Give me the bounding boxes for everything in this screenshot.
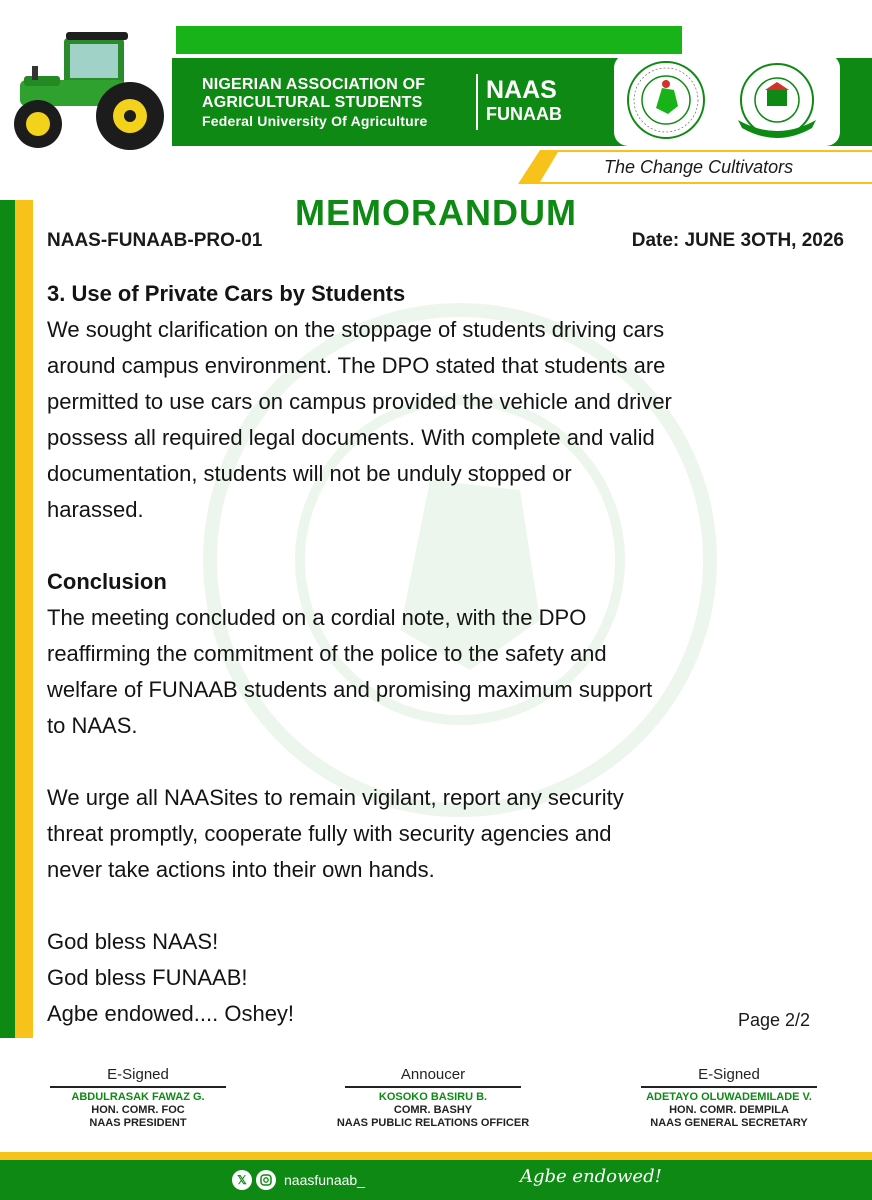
organization-name xyxy=(202,76,427,130)
memo-date: Date: JUNE 3OTH, 2026 xyxy=(631,230,844,251)
body-line: permitted to use cars on campus provided the vehicle and driver xyxy=(47,389,672,414)
body-line: welfare of FUNAAB students and promising maximum support xyxy=(47,677,653,702)
header-top-stripe xyxy=(176,26,682,54)
naas-logo xyxy=(626,60,706,140)
signature-line xyxy=(641,1086,817,1088)
memo-reference: NAAS-FUNAAB-PRO-01 xyxy=(47,230,263,251)
acronym-line-2: FUNAAB xyxy=(486,104,562,124)
signature-line xyxy=(345,1086,521,1088)
memo-title: MEMORANDUM xyxy=(295,192,577,233)
naas-acronym xyxy=(486,78,562,126)
instagram-icon[interactable] xyxy=(256,1170,276,1190)
signature-president xyxy=(48,1066,228,1130)
org-name-line-1: NIGERIAN ASSOCIATION OF xyxy=(202,76,426,93)
signatory-title: HON. COMR. DEMPILA xyxy=(669,1104,789,1116)
body-line: We sought clarification on the stoppage of students driving cars xyxy=(47,317,665,342)
tractor-image xyxy=(6,20,168,154)
body-line: never take actions into their own hands. xyxy=(47,857,435,882)
logo-card xyxy=(614,54,840,146)
footer-motto: Agbe endowed! xyxy=(520,1166,662,1187)
page-number: Page 2/2 xyxy=(738,1010,811,1030)
body-line: reaffirming the commitment of the police to the safety and xyxy=(47,641,607,666)
footer-yellow-stripe xyxy=(0,1152,872,1160)
signature-secretary xyxy=(624,1066,834,1130)
section-heading: 3. Use of Private Cars by Students xyxy=(47,281,406,306)
signatory-role: NAAS PUBLIC RELATIONS OFFICER xyxy=(336,1117,530,1129)
org-name-line-2: AGRICULTURAL STUDENTS xyxy=(202,94,423,111)
acronym-line-1: NAAS xyxy=(486,76,557,104)
closing-line: God bless NAAS! xyxy=(47,929,219,954)
left-yellow-bar xyxy=(15,200,33,1038)
signature-label: E-Signed xyxy=(107,1066,169,1083)
signatory-role: NAAS PRESIDENT xyxy=(89,1117,187,1129)
funaab-logo xyxy=(732,60,822,140)
signatory-name: ABDULRASAK FAWAZ G. xyxy=(71,1091,205,1103)
body-line: We urge all NAASites to remain vigilant, report any security xyxy=(47,785,624,810)
body-line: around campus environment. The DPO stated that students are xyxy=(47,353,666,378)
body-line: harassed. xyxy=(47,497,144,522)
signature-label: E-Signed xyxy=(698,1066,760,1083)
body-line: possess all required legal documents. With complete and valid xyxy=(47,425,655,450)
closing-line: Agbe endowed.... Oshey! xyxy=(47,1001,295,1026)
social-handles xyxy=(232,1170,365,1190)
social-handle[interactable]: naasfunaab_ xyxy=(284,1172,365,1188)
body-line: threat promptly, cooperate fully with security agencies and xyxy=(47,821,612,846)
conclusion-heading: Conclusion xyxy=(47,569,167,594)
signature-line xyxy=(50,1086,226,1088)
signatory-name: ADETAYO OLUWADEMILADE V. xyxy=(646,1091,812,1103)
signature-pro xyxy=(318,1066,548,1130)
x-icon[interactable]: 𝕏 xyxy=(232,1170,252,1190)
signature-label: Annoucer xyxy=(400,1066,466,1083)
memo-body xyxy=(47,276,847,1032)
left-green-bar xyxy=(0,200,15,1038)
signatory-title: COMR. BASHY xyxy=(393,1104,473,1116)
signatory-title: HON. COMR. FOC xyxy=(91,1104,185,1116)
org-name-line-3: Federal University Of Agriculture xyxy=(202,113,428,129)
body-line: documentation, students will not be unduly stopped or xyxy=(47,461,572,486)
signatory-name: KOSOKO BASIRU B. xyxy=(378,1091,488,1103)
footer-band xyxy=(0,1160,872,1200)
body-line: to NAAS. xyxy=(47,713,138,738)
closing-line: God bless FUNAAB! xyxy=(47,965,248,990)
header-divider xyxy=(476,74,478,130)
body-line: The meeting concluded on a cordial note, with the DPO xyxy=(47,605,587,630)
signatory-role: NAAS GENERAL SECRETARY xyxy=(650,1117,808,1129)
tagline: The Change Cultivators xyxy=(604,157,794,177)
